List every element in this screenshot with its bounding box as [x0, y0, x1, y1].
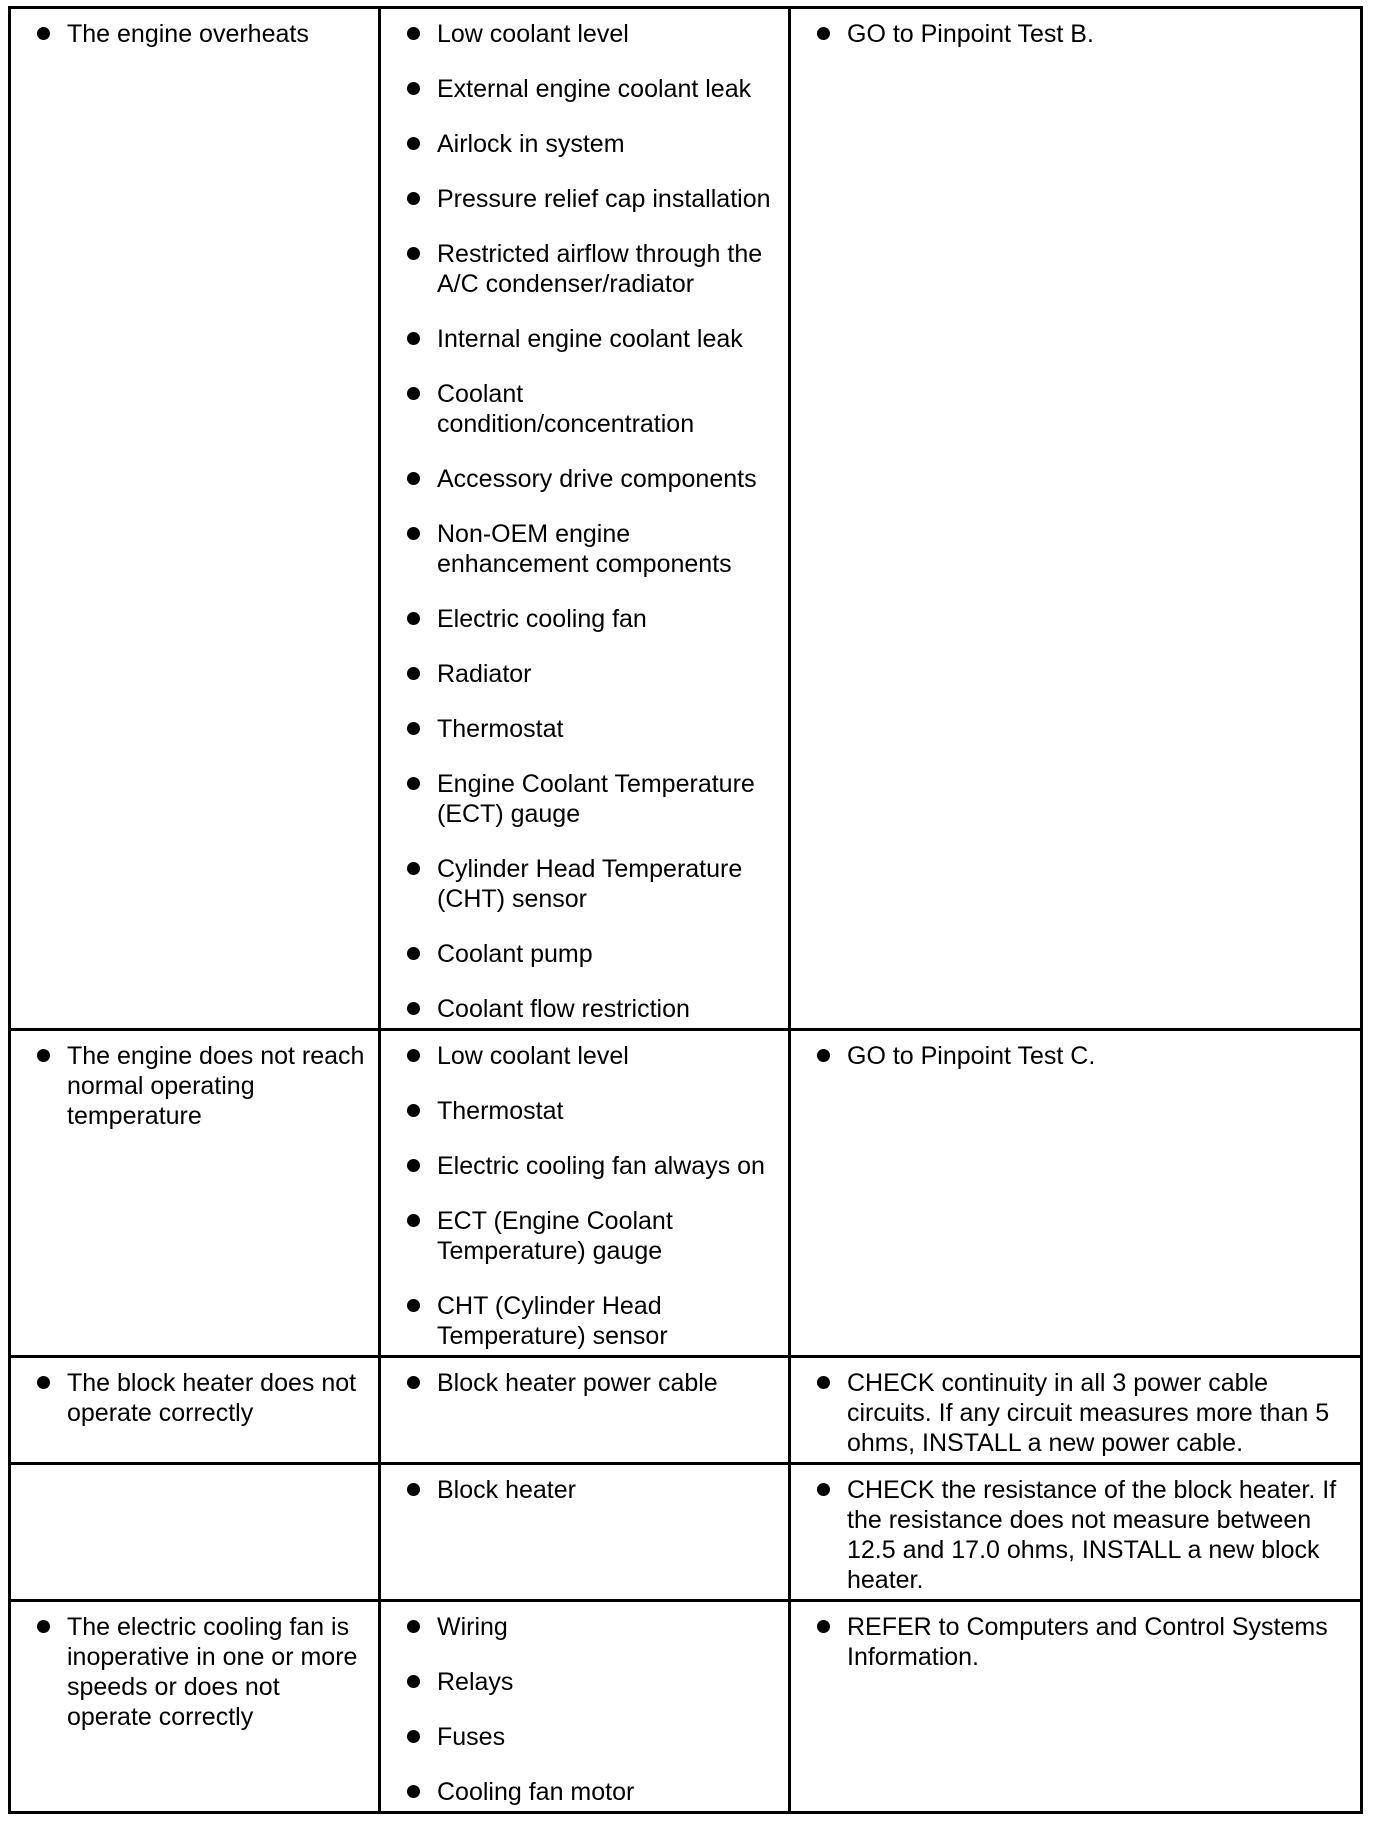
- cause-list: [389, 1612, 780, 1807]
- cause-item: Low coolant level: [389, 19, 780, 49]
- cause-item: Wiring: [389, 1612, 780, 1642]
- cause-list: [389, 1368, 780, 1398]
- cause-item: ECT (Engine Coolant Temperature) gauge: [389, 1206, 780, 1266]
- cause-item: Internal engine coolant leak: [389, 324, 780, 354]
- symptom-cell: [10, 1601, 380, 1813]
- action-item: CHECK the resistance of the block heater. If the resistance does not measure between 12.5 and 17.0 ohms, INSTALL a new block heater.: [799, 1475, 1352, 1595]
- table-body: [10, 8, 1362, 1813]
- cause-list: [389, 19, 780, 1024]
- action-list: [799, 1475, 1352, 1595]
- action-cell: [790, 1464, 1362, 1601]
- symptom-chart-table: [8, 6, 1363, 1814]
- symptom-list: [19, 1368, 370, 1428]
- cause-cell: [380, 1601, 790, 1813]
- table-row: [10, 1357, 1362, 1464]
- symptom-cell: [10, 1030, 380, 1357]
- action-list: [799, 1368, 1352, 1458]
- symptom-item: The electric cooling fan is inoperative in one or more speeds or does not operate correctly: [19, 1612, 370, 1732]
- action-list: [799, 1612, 1352, 1672]
- cause-item: Thermostat: [389, 1096, 780, 1126]
- action-item: GO to Pinpoint Test C.: [799, 1041, 1352, 1071]
- cause-item: Engine Coolant Temperature (ECT) gauge: [389, 769, 780, 829]
- cause-item: Coolant flow restriction: [389, 994, 780, 1024]
- cause-item: Block heater power cable: [389, 1368, 780, 1398]
- cause-item: Restricted airflow through the A/C condenser/radiator: [389, 239, 780, 299]
- cause-item: Fuses: [389, 1722, 780, 1752]
- action-cell: [790, 1030, 1362, 1357]
- symptom-list: [19, 1041, 370, 1131]
- cause-cell: [380, 1357, 790, 1464]
- symptom-item: The block heater does not operate correctly: [19, 1368, 370, 1428]
- cause-item: Cooling fan motor: [389, 1777, 780, 1807]
- cause-cell: [380, 8, 790, 1030]
- action-list: [799, 19, 1352, 49]
- symptom-item: The engine does not reach normal operating temperature: [19, 1041, 370, 1131]
- cause-item: Electric cooling fan: [389, 604, 780, 634]
- cause-cell: [380, 1464, 790, 1601]
- cause-item: Block heater: [389, 1475, 780, 1505]
- symptom-list: [19, 19, 370, 49]
- action-item: GO to Pinpoint Test B.: [799, 19, 1352, 49]
- table-row: [10, 1030, 1362, 1357]
- cause-item: Airlock in system: [389, 129, 780, 159]
- cause-item: Coolant pump: [389, 939, 780, 969]
- symptom-cell-empty: [10, 1464, 380, 1601]
- action-item: CHECK continuity in all 3 power cable circuits. If any circuit measures more than 5 ohms, INSTALL a new power cable.: [799, 1368, 1352, 1458]
- table-row: [10, 1601, 1362, 1813]
- cause-item: Relays: [389, 1667, 780, 1697]
- cause-list: [389, 1475, 780, 1505]
- cause-item: Pressure relief cap installation: [389, 184, 780, 214]
- cause-item: CHT (Cylinder Head Temperature) sensor: [389, 1291, 780, 1351]
- cause-list: [389, 1041, 780, 1351]
- cause-item: External engine coolant leak: [389, 74, 780, 104]
- action-list: [799, 1041, 1352, 1071]
- cause-item: Radiator: [389, 659, 780, 689]
- table-row: [10, 8, 1362, 1030]
- action-cell: [790, 1357, 1362, 1464]
- cause-item: Cylinder Head Temperature (CHT) sensor: [389, 854, 780, 914]
- cause-item: Coolant condition/concentration: [389, 379, 780, 439]
- cause-item: Electric cooling fan always on: [389, 1151, 780, 1181]
- cause-item: Low coolant level: [389, 1041, 780, 1071]
- table-row: [10, 1464, 1362, 1601]
- cause-item: Non-OEM engine enhancement components: [389, 519, 780, 579]
- symptom-list: [19, 1612, 370, 1732]
- symptom-cell: [10, 1357, 380, 1464]
- action-cell: [790, 8, 1362, 1030]
- cause-item: Accessory drive components: [389, 464, 780, 494]
- cause-cell: [380, 1030, 790, 1357]
- action-item: REFER to Computers and Control Systems Information.: [799, 1612, 1352, 1672]
- symptom-cell: [10, 8, 380, 1030]
- cause-item: Thermostat: [389, 714, 780, 744]
- symptom-item: The engine overheats: [19, 19, 370, 49]
- action-cell: [790, 1601, 1362, 1813]
